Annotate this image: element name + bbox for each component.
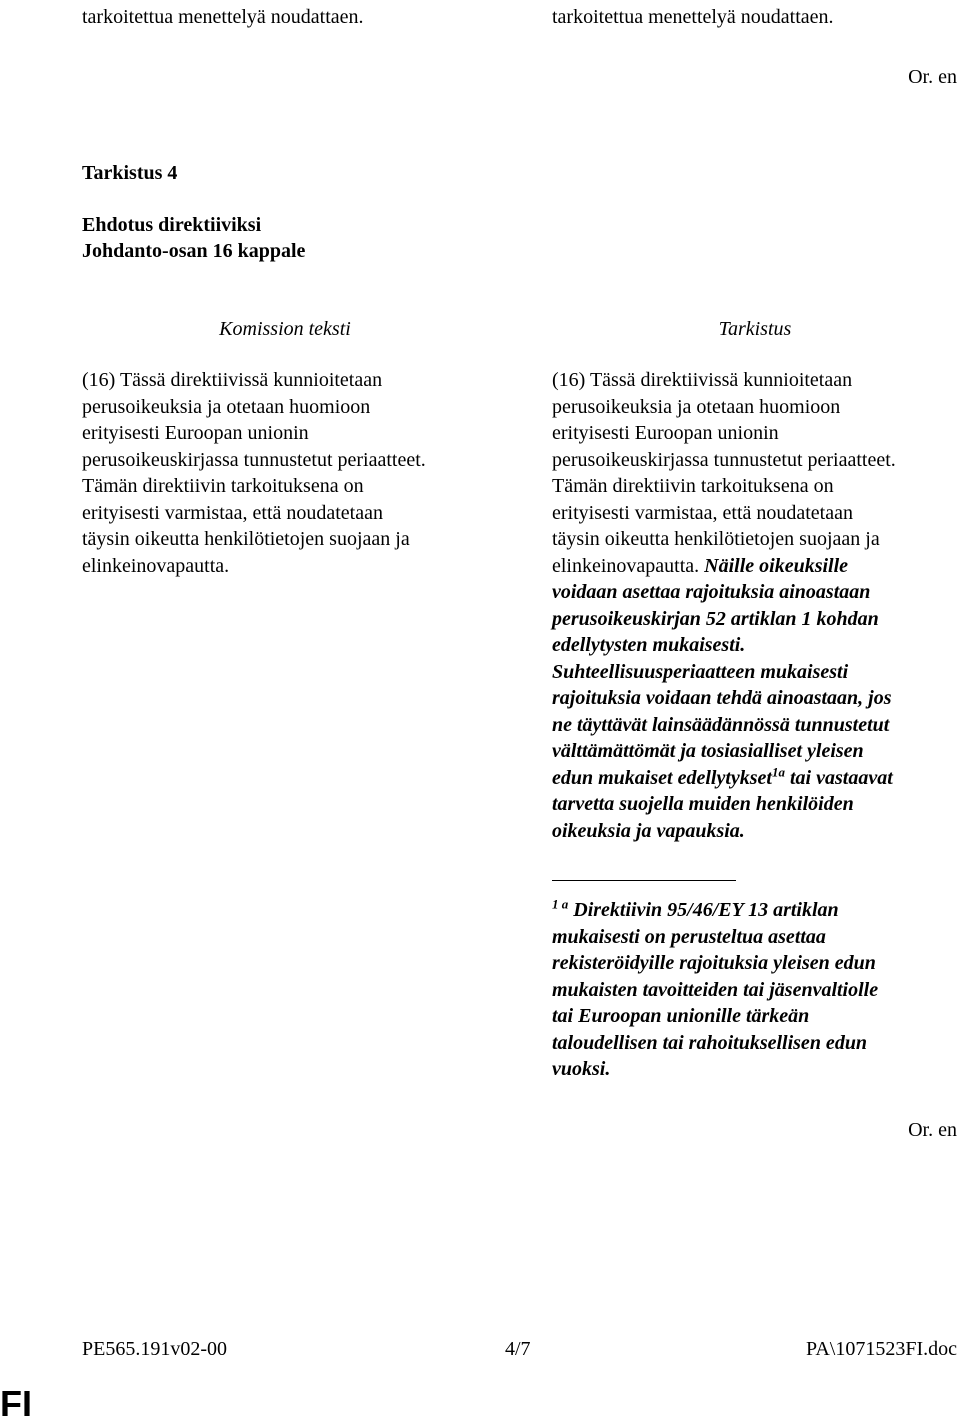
text-line: täysin oikeutta henkilötietojen suojaan ja [552, 528, 880, 550]
inserted-text-line: rajoituksia voidaan tehdä ainoastaan, jos [552, 687, 892, 709]
original-language-label: Or. en [908, 66, 957, 88]
footnote-line: vuoksi. [552, 1058, 611, 1080]
text-line: perusoikeuskirjassa tunnustetut periaatteet. [82, 448, 426, 471]
inserted-text-line: tarvetta suojella muiden henkilöiden [552, 793, 854, 815]
text-line: Tämän direktiivin tarkoituksena on [82, 475, 364, 497]
footnote-line: mukaisesti on perusteltua asettaa [552, 925, 826, 948]
footnote [552, 897, 878, 1083]
original-language-label: Or. en [908, 1119, 957, 1141]
mixed-text-line [552, 553, 896, 580]
text-line: erityisesti varmistaa, että noudatetaan [82, 501, 383, 524]
inserted-text: Näille oikeuksille [699, 554, 849, 577]
text-line: täysin oikeutta henkilötietojen suojaan ja [82, 528, 410, 550]
text-line-segment: tai vastaavat [784, 766, 893, 789]
text-line: elinkeinovapautta. [82, 554, 230, 577]
amendment-text [552, 367, 896, 844]
text-line: erityisesti Euroopan unionin [82, 422, 309, 444]
text-line: erityisesti varmistaa, että noudatetaan [552, 501, 853, 524]
footer-page-number: 4/7 [505, 1338, 531, 1360]
footer-document-reference: PE565.191v02-00 [82, 1338, 227, 1360]
footer-file-name: PA\1071523FI.doc [806, 1338, 957, 1360]
amendment-number: Tarkistus 4 [82, 162, 178, 184]
inserted-text-line: ne täyttävät lainsäädännössä tunnustetut [552, 713, 890, 736]
text-line: perusoikeuksia ja otetaan huomioon [552, 395, 841, 418]
footnote-line: tai Euroopan unionille tärkeän [552, 1005, 810, 1027]
text-line: Tämän direktiivin tarkoituksena on [552, 475, 834, 497]
footnote-text: Direktiivin 95/46/EY 13 artiklan [568, 899, 839, 921]
text-line: perusoikeuksia ja otetaan huomioon [82, 395, 371, 418]
inserted-text-line-with-footnote-ref [552, 765, 896, 792]
text-line: (16) Tässä direktiivissä kunnioitetaan [552, 369, 853, 391]
text-line: (16) Tässä direktiivissä kunnioitetaan [82, 369, 383, 391]
commission-text [82, 367, 426, 579]
right-continuation-text: tarkoitettua menettelyä noudattaen. [552, 6, 834, 28]
text-line-plain: elinkeinovapautta. [552, 554, 700, 577]
footnote-first-line [552, 897, 878, 924]
inserted-text-line: voidaan asettaa rajoituksia ainoastaan [552, 581, 871, 603]
text-line: perusoikeuskirjassa tunnustetut periaatteet. [552, 448, 896, 471]
proposal-title: Ehdotus direktiiviksi [82, 214, 262, 236]
language-code: FI [0, 1383, 32, 1424]
inserted-text-line: välttämättömät ja tosiasialliset yleisen [552, 740, 864, 762]
inserted-text-line: oikeuksia ja vapauksia. [552, 819, 745, 842]
footnote-line: mukaisten tavoitteiden tai jäsenvaltiolle [552, 978, 879, 1001]
footnote-marker: 1 a [552, 896, 569, 912]
footnote-line: rekisteröidyille rajoituksia yleisen edun [552, 952, 876, 974]
footnote-separator [552, 880, 736, 881]
left-continuation-text: tarkoitettua menettelyä noudattaen. [82, 6, 364, 28]
inserted-text-line: Suhteellisuusperiaatteen mukaisesti [552, 660, 849, 683]
text-line: erityisesti Euroopan unionin [552, 422, 779, 444]
inserted-text-line: perusoikeuskirjan 52 artiklan 1 kohdan [552, 607, 879, 630]
footnote-line: taloudellisen tai rahoituksellisen edun [552, 1031, 868, 1054]
footnote-reference: 1a [771, 763, 785, 779]
amendment-location: Johdanto-osan 16 kappale [82, 240, 306, 262]
text-line-segment: edun mukaiset edellytykset [552, 766, 772, 789]
right-column-header: Tarkistus [718, 318, 792, 340]
left-column-header: Komission teksti [219, 318, 351, 340]
inserted-text-line: edellytysten mukaisesti. [552, 634, 746, 656]
